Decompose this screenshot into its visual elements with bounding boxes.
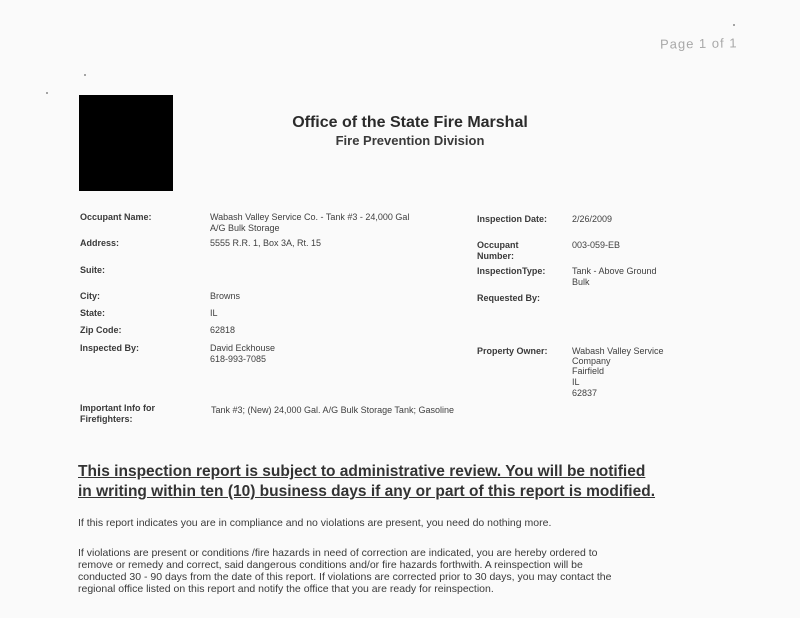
violations-line-2: remove or remedy and correct, said dangerous conditions and/or fire hazards forthwith. A reinspection will be <box>78 559 583 571</box>
address-value: 5555 R.R. 1, Box 3A, Rt. 15 <box>210 238 322 248</box>
inspection-date-value: 2/26/2009 <box>572 214 613 224</box>
property-owner-label: Property Owner: <box>477 346 548 356</box>
important-info-label-line1: Important Info for <box>80 403 155 413</box>
zip-value: 62818 <box>210 325 236 335</box>
property-owner-value-line2: Company <box>572 356 611 366</box>
suite-label: Suite: <box>80 265 106 275</box>
scan-speck <box>84 74 86 76</box>
inspection-type-value-line2: Bulk <box>572 277 590 287</box>
inspector-phone: 618-993-7085 <box>210 354 267 364</box>
occupant-number-label-line2: Number: <box>477 251 515 261</box>
city-label: City: <box>80 291 100 301</box>
violations-line-1: If violations are present or conditions /fire hazards in need of correction are indicated, you are hereby ordered to <box>78 547 598 559</box>
state-label: State: <box>80 308 106 318</box>
scan-speck <box>733 24 735 26</box>
inspection-type-value-line1: Tank - Above Ground <box>572 266 657 276</box>
inspection-type-label: InspectionType: <box>477 266 546 276</box>
occupant-number-value: 003-059-EB <box>572 240 621 250</box>
administrative-review-notice <box>78 462 738 502</box>
important-info-label-line2: Firefighters: <box>80 414 133 424</box>
violations-line-4: regional office listed on this report and notify the office that you are ready for reinspection. <box>78 583 494 595</box>
zip-label: Zip Code: <box>80 325 122 335</box>
redacted-logo <box>79 95 173 191</box>
page-indicator: Page 1 of 1 <box>659 35 738 52</box>
office-title: Office of the State Fire Marshal <box>292 114 528 131</box>
property-owner-value-line5: 62837 <box>572 388 598 398</box>
notice-line-1: This inspection report is subject to administrative review. You will be notified <box>78 463 646 480</box>
violations-line-3: conducted 30 - 90 days from the date of this report. If violations are corrected prior to 30 days, you may contact the <box>78 571 612 583</box>
violations-paragraph <box>78 547 758 595</box>
property-owner-value-line4: IL <box>572 377 580 387</box>
notice-line-2: in writing within ten (10) business days if any or part of this report is modified. <box>78 483 656 500</box>
property-owner-value-line3: Fairfield <box>572 366 605 376</box>
scan-speck <box>46 92 48 94</box>
occupant-name-value-line2: A/G Bulk Storage <box>210 223 280 233</box>
inspected-by-label: Inspected By: <box>80 343 140 353</box>
occupant-name-label: Occupant Name: <box>80 212 152 222</box>
important-info-value: Tank #3; (New) 24,000 Gal. A/G Bulk Storage Tank; Gasoline <box>211 405 454 415</box>
property-owner-value-line1: Wabash Valley Service <box>572 346 664 356</box>
city-value: Browns <box>210 291 241 301</box>
state-value: IL <box>210 308 218 318</box>
inspector-name: David Eckhouse <box>210 343 276 353</box>
division-title: Fire Prevention Division <box>335 133 485 148</box>
occupant-name-value-line1: Wabash Valley Service Co. - Tank #3 - 24,000 Gal <box>210 212 410 222</box>
inspection-date-label: Inspection Date: <box>477 214 548 224</box>
occupant-number-label-line1: Occupant <box>477 240 519 250</box>
compliance-paragraph: If this report indicates you are in compliance and no violations are present, you need do nothing more. <box>78 517 552 529</box>
requested-by-label: Requested By: <box>477 293 541 303</box>
address-label: Address: <box>80 238 120 248</box>
